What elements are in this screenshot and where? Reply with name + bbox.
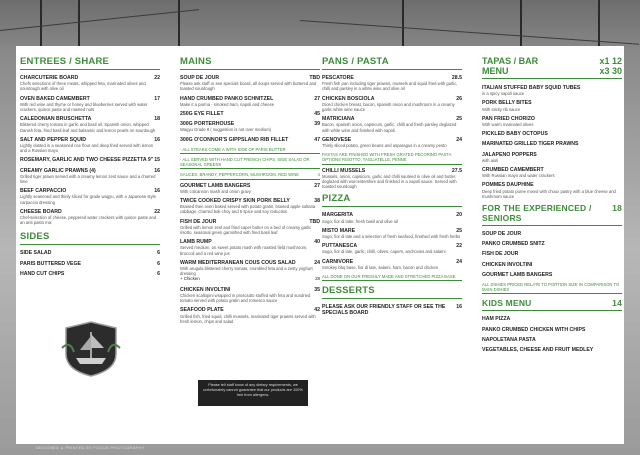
sides-list	[20, 250, 160, 277]
menu-item-price: 6	[157, 250, 160, 257]
menu-item	[180, 239, 320, 256]
menu-item-description: Make it a parma - smoked ham, napoli and cheese	[180, 101, 275, 107]
menu-item-name: ITALIAN STUFFED BABY SQUID TUBES	[482, 85, 581, 91]
menu-item	[180, 260, 320, 283]
menu-item-name: PORK BELLY BITES	[482, 100, 532, 107]
menu-item-name: 300G O'CONNOR'S GIPPSLAND RIB FILLET	[180, 136, 289, 143]
menu-item-description: Grilled tiger prawn served with a creamy lemon zest sauce and a charred lime	[20, 173, 156, 185]
menu-item-description: Thinly sliced potato, green beans and asparagus in a creamy pesto	[322, 143, 447, 149]
menu-item-name: PICKLED BABY OCTOPUS	[482, 131, 548, 138]
menu-item	[180, 183, 320, 194]
menu-item-name: LAMB RUMP	[180, 239, 212, 246]
ship-mast	[40, 0, 42, 46]
ship-mast	[178, 0, 180, 46]
menu-item-description: with aioli	[482, 157, 499, 163]
tapas-column	[482, 56, 622, 357]
menu-item	[322, 96, 462, 113]
pans-heading: PANS / PASTA	[322, 56, 462, 70]
menu-item-description: With red wine and thyme or honey and blueberries served with water crackers, quince paste and roasted nuts	[20, 101, 148, 113]
entrees-list	[20, 75, 160, 225]
menu-item	[482, 316, 622, 322]
sauces-note	[180, 172, 320, 179]
menu-item	[180, 137, 320, 143]
ship-mast	[520, 0, 522, 46]
menu-item-name: PARIS BUTTERED VEGE	[20, 260, 82, 267]
menu-item	[20, 137, 160, 154]
menu-item-name: CRUMBED CAMEMBERT	[482, 167, 544, 174]
menu-item-name: PESCATORE	[322, 75, 354, 81]
menu-item-description: Chefs selections of three meats, whipped feta, marinated olives and sourdough with olive oil	[20, 81, 146, 92]
menu-item	[20, 209, 160, 226]
menu-item	[322, 75, 462, 92]
menu-item-name: PAN FRIED CHORIZO	[482, 115, 535, 122]
menu-item	[482, 262, 622, 268]
menu-item	[180, 287, 320, 304]
menu-item	[322, 137, 462, 148]
sauces-note-price: 4	[317, 172, 320, 178]
experienced-title: FOR THE EXPERIENCED / SENIORS	[482, 203, 592, 224]
tapas-heading	[482, 56, 622, 79]
pans-column	[322, 56, 462, 321]
menu-item-price: 22	[154, 208, 160, 215]
menu-item-name: SEAFOOD PLATE	[180, 307, 224, 314]
menu-item-description: Wagyu Grade 8 ( suggestion is not over medium)	[180, 127, 272, 133]
menu-item-description: Served medium, on sweet potato mash with roasted field mushroom, broccoli and a red wine jus	[180, 245, 308, 256]
menu-item-price: 39	[314, 121, 320, 128]
menu-item	[322, 243, 462, 254]
menu-item	[482, 231, 622, 237]
menu-item-price: 16	[154, 188, 160, 195]
menu-item-description: Braised then oven baked served with potato gratin, braised apple sultana cabbage, charred bok choy and 5 spice and soy reduction	[180, 204, 316, 215]
menu-item-price: 18	[154, 116, 160, 123]
menu-item	[482, 241, 622, 247]
menu-item-header	[180, 111, 320, 117]
menu-item-name: SOUP DE JOUR	[482, 231, 522, 238]
pans-list	[322, 75, 462, 148]
menu-item-name: GENOVESE	[322, 136, 352, 143]
menu-item	[322, 212, 462, 223]
menu-item	[482, 337, 622, 343]
tapas-title: TAPAS / BAR MENU	[482, 56, 539, 76]
menu-item-name: SOUP DE JOUR	[180, 75, 220, 81]
menu-item	[482, 272, 622, 278]
menu-item	[482, 85, 622, 96]
menu-item	[180, 198, 320, 215]
menu-item-name: MARINATED GRILLED TIGER PRAWNS	[482, 141, 579, 148]
menu-item-name: FISH DE JOUR	[482, 251, 519, 258]
menu-item-price: 6	[157, 260, 160, 267]
menu-item-description: Blistered cherry tomato in garlic and basil oil, Spanish onion, whipped Danish feta, fried basil leaf and balsamic and lemon pearls on sourdough	[20, 122, 156, 133]
sauces-note-text: SAUCES: BRANDY, PEPPERCORN, MUSHROOM, RED WINE	[180, 172, 300, 178]
desserts-heading: DESSERTS	[322, 285, 462, 299]
menu-item	[482, 116, 622, 127]
sides-heading: SIDES	[20, 231, 160, 245]
menu-item-name: GOURMET LAMB BANGERS	[180, 182, 251, 189]
menu-item-description: Deep fried potato puree mixed with choux pastry with a blue cheese and mushroom sauce	[482, 188, 616, 199]
menu-item	[20, 188, 160, 205]
steak-sides-note: - ALL SERVED WITH HAND CUT FRENCH CHIPS, SIDE SALAD OR SEASONAL GREENS	[180, 157, 320, 169]
design-credit: DESIGNED & PRINTED BY FOCUS PHOTOGRAPHY	[36, 445, 145, 450]
kids-price: 14	[612, 298, 622, 309]
add-chicken-price: 28	[315, 276, 320, 282]
menu-item-price: 15	[154, 157, 160, 164]
menu-item	[20, 75, 160, 92]
menu-item	[322, 116, 462, 133]
menu-item-header	[180, 137, 320, 143]
menu-item-price: 40	[314, 239, 320, 246]
menu-item-description: Smokey bbq base, fior di late, salami, ham, bacon and chicken	[322, 264, 439, 270]
menu-item-price: 24	[314, 259, 320, 266]
menu-item	[482, 347, 622, 353]
menu-item-price: TBD	[309, 75, 320, 81]
menu-item-price: 38	[314, 198, 320, 205]
menu-item-name: MARGERITA	[322, 212, 354, 219]
menu-item-price: 20	[456, 212, 462, 219]
menu-item-name: OVEN BAKED CAMEMBERT	[20, 95, 90, 102]
menu-item-name: CALEDONIAN BRUSCHETTA	[20, 116, 92, 123]
menu-item-description: Sugo, fior di late and a selection of fresh seafood, finished with fresh herbs	[322, 234, 461, 240]
menu-item-name: SALT AND PEPPER SQUID	[20, 136, 87, 143]
menu-item-price: 24	[456, 136, 462, 143]
menu-item-name: NAPOLETANA PASTA	[482, 336, 536, 343]
menu-item-price: 27.5	[451, 167, 462, 174]
menu-item-description: Chef-selection of cheese, peppered water crackers with quince paste and an anti pasto mix	[20, 215, 157, 226]
menu-item-header	[322, 304, 462, 316]
menu-item-description: Bacon, spanish onion, capsicum, garlic, chilli and fresh parsley deglazed with white wine and finished with napoli	[322, 122, 457, 133]
menu-item-name: CHICKEN INVOLTINI	[180, 286, 231, 293]
menu-item-name: MISTO MARE	[322, 227, 356, 234]
tapas-price-single: x1 12	[599, 56, 622, 66]
menu-item-header	[482, 141, 622, 147]
menu-item	[482, 167, 622, 178]
pizza-list	[322, 212, 462, 270]
menu-item-price: 22	[154, 75, 160, 81]
menu-item-price: 16	[456, 304, 462, 311]
menu-item-price: 25	[456, 116, 462, 123]
menu-item-price: 24	[456, 258, 462, 265]
menu-item-description: Lightly seasoned and thinly sliced for grade wagyu, with a Japanese style carpaccio dressing	[20, 194, 156, 205]
menu-item-price: 6	[157, 270, 160, 277]
menu-item	[482, 251, 622, 257]
menu-item-name: 300G PORTERHOUSE	[180, 121, 235, 128]
menu-item-name: VEGETABLES, CHEESE AND FRUIT MEDLEY	[482, 347, 594, 354]
menu-item	[322, 259, 462, 270]
menu-item-header	[20, 157, 160, 163]
menu-item-price: 28.5	[451, 75, 462, 81]
menu-item-price: 26	[456, 95, 462, 102]
experienced-price: 18	[612, 203, 622, 214]
pans-list-2	[322, 168, 462, 190]
ship-crest-emblem	[60, 318, 122, 380]
menu-item	[20, 96, 160, 113]
menu-item-name: PANKO CRUMBED CHICKEN WITH CHIPS	[482, 326, 586, 333]
menu-item-description: Mussels, onion, capsicum, garlic and chilli sautéed in olive oil and butter, deglazed with worcestershire and finished in a napoli sauce. Served with toasted sourdough	[322, 173, 457, 190]
menu-item-name: CHARCUTERIE BOARD	[20, 75, 79, 81]
menu-item-name: CHEESE BOARD	[20, 208, 62, 215]
menu-item-description: Lightly dusted in a seasoned rice flour and deep fried served with lemon and a Russian mayo	[20, 143, 154, 154]
mains-heading: MAINS	[180, 56, 320, 70]
pasta-note: PASTAS ARE FINISHED WITH FRESH GRATED PECORINO PASTA OPTIONS RISOTTO, TAGLIATELLE, PENNE	[322, 152, 462, 164]
menu-item	[482, 131, 622, 137]
add-chicken-option	[180, 276, 320, 282]
menu-item-name: CARNIVORE	[322, 258, 354, 265]
pizza-note: ALL DONE ON OUR FRESHLY MADE AND STRETCHED PIZZA BASE	[322, 274, 462, 281]
ship-mast	[78, 0, 80, 46]
menu-item	[20, 261, 160, 267]
menu-item-description: Diced chicken breast, bacon, spanish onion and mushroom in a creamy garlic white wine sauce	[322, 101, 455, 113]
menu-item	[180, 111, 320, 117]
menu-item-name: HAND CRUMBED PANKO SCHNITZEL	[180, 95, 274, 102]
menu-item-name: GOURMET LAMB BANGERS	[482, 271, 553, 278]
mains-column	[180, 56, 320, 328]
menu-item-price: 47	[314, 136, 320, 143]
menu-item	[180, 307, 320, 324]
menu-item-price: 22	[456, 243, 462, 250]
menu-item-price: 25	[456, 227, 462, 234]
menu-item	[20, 271, 160, 277]
menu-item-description: Please ask staff or see specials board, all soups served with buttered and toasted sourdough	[180, 81, 317, 92]
tapas-prices	[599, 56, 622, 76]
menu-item-description: Sugo, fior di late, garlic, chilli, olives, capers, anchovies and salami	[322, 249, 446, 255]
menu-item-price: TBD	[309, 218, 320, 225]
entrees-column	[20, 56, 160, 281]
steak-note: - ALL STEAKS COME A WITH SIDE OF PARIS BUTTER	[180, 147, 320, 154]
menu-item	[20, 250, 160, 256]
tapas-list	[482, 85, 622, 199]
menu-item-description: With Russian mayo and water crackers	[482, 173, 555, 179]
menu-item-name: 250G EYE FILLET	[180, 111, 224, 118]
menu-item-name: CREAMY GARLIC PRAWNS (4)	[20, 167, 96, 174]
menu-item-description: With arugula blistered cherry tomato, crumbled feta and a zesty yoghurt dressing	[180, 266, 313, 277]
mains-list	[180, 75, 320, 143]
menu-item-name: CHICKEN BOSCIOLA	[322, 95, 375, 102]
menu-item	[180, 75, 320, 92]
menu-item	[482, 327, 622, 333]
menu-item-header	[20, 250, 160, 256]
ship-rope	[300, 20, 639, 45]
kids-heading	[482, 298, 622, 311]
menu-item-price: 35	[314, 286, 320, 293]
experienced-list	[482, 231, 622, 278]
menu-item-description: in a spicy napoli sauce	[482, 91, 525, 97]
menu-item-header	[482, 131, 622, 137]
pizza-heading: PIZZA	[322, 193, 462, 207]
menu-item	[322, 228, 462, 239]
ship-rope	[0, 9, 199, 31]
menu-item-name: FISH DE JOUR	[180, 218, 217, 225]
menu-item	[20, 157, 160, 163]
kids-list	[482, 316, 622, 353]
menu-item	[482, 152, 622, 163]
menu-item-price: 16	[154, 167, 160, 174]
menu-item-name: BEEF CARPACCIO	[20, 188, 67, 195]
menu-item-name: HAND CUT CHIPS	[20, 270, 65, 277]
desserts-list	[322, 304, 462, 316]
menu-item	[180, 121, 320, 132]
menu-item-description: With sticky rib sauce	[482, 106, 521, 112]
menu-item-name: SIDE SALAD	[20, 250, 52, 257]
menu-item-header	[20, 261, 160, 267]
tapas-price-triple: x3 30	[599, 66, 622, 76]
menu-item-price: 17	[154, 95, 160, 102]
menu-item	[322, 304, 462, 316]
menu-item-price: 27	[314, 95, 320, 102]
menu-item-price: 45	[314, 111, 320, 118]
ship-mast	[598, 0, 600, 46]
menu-item	[20, 168, 160, 185]
menu-item-name: HAM PIZZA	[482, 316, 511, 323]
mains-list-2	[180, 183, 320, 324]
menu-item-name: CHICKEN INVOLTINI	[482, 261, 533, 268]
menu-item	[482, 100, 622, 111]
menu-item-description: With colcannon mash and onion gravy	[180, 188, 251, 194]
menu-item-description: Sugo, fior di latte, fresh basil and olive oil	[322, 218, 399, 224]
menu-item-name: PUTTANESCA	[322, 243, 358, 250]
menu-item-name: PLEASE ASK OUR FRIENDLY STAFF OR SEE THE SPECIALS BOARD	[322, 304, 446, 317]
menu-item-name: MATRICIANA	[322, 116, 355, 123]
menu-item-name: JALAPENO POPPERS	[482, 151, 537, 158]
menu-item-description: Grilled fish, fried squid, chilli mussels, marinated tiger prawns served with fresh lemon, chips and salad	[180, 313, 316, 324]
entrees-heading: ENTREES / SHARE	[20, 56, 160, 70]
menu-item-description: With warm marinated olives	[482, 122, 534, 128]
menu-item-description: Fresh fish pan including tiger prawns, mussels and squid fried with garlic, chilli and parsley in a white wine and olive oil	[322, 81, 458, 92]
add-chicken-label: + Chicken	[180, 276, 200, 282]
menu-item-name: CHILLI MUSSELS	[322, 167, 366, 174]
menu-item-name: ROSEMARY, GARLIC AND TWO CHEESE PIZZETTA 9"	[20, 157, 154, 164]
menu-item-price: 16	[154, 136, 160, 143]
menu-item	[180, 219, 320, 236]
allergy-notice: Please tell staff know of any dietary requirements, we unfortunately cannot guarantee that our products are 100% free from allergens.	[198, 380, 308, 406]
menu-item	[180, 96, 320, 107]
kids-title: KIDS MENU	[482, 298, 532, 309]
menu-item-header	[20, 271, 160, 277]
experienced-heading	[482, 203, 622, 226]
menu-item-price: 42	[314, 307, 320, 314]
menu-item-description: Chicken scallopini wrapped in prosciutto stuffed with feta and sundried tomato served with potato gratin and romesco sauce	[180, 292, 311, 304]
menu-item-price: 27	[314, 182, 320, 189]
menu-item-name: PANKO CRUMBED SNITZ	[482, 241, 545, 248]
menu-item	[482, 182, 622, 199]
ship-mast	[402, 0, 404, 46]
menu-item-name: WARM MEDITERRANEAN COUS COUS SALAD	[180, 259, 296, 266]
menu-item	[482, 141, 622, 147]
menu-item-name: POMMES DAUPHINE	[482, 182, 534, 189]
menu-item-name: TWICE COOKED CRISPY SKIN PORK BELLY	[180, 198, 290, 205]
menu-item	[322, 168, 462, 190]
menu-item	[20, 116, 160, 133]
menu-item-description: Grilled with lemon zest and fried caper butter on a bed of creamy garlic risotto, seasonal green garnished with fried basil leaf	[180, 224, 312, 236]
experienced-note: ALL DISHES PRICED RELATE TO PORTION SIZE IN COMPARISON TO MAIN DISHES	[482, 282, 622, 294]
